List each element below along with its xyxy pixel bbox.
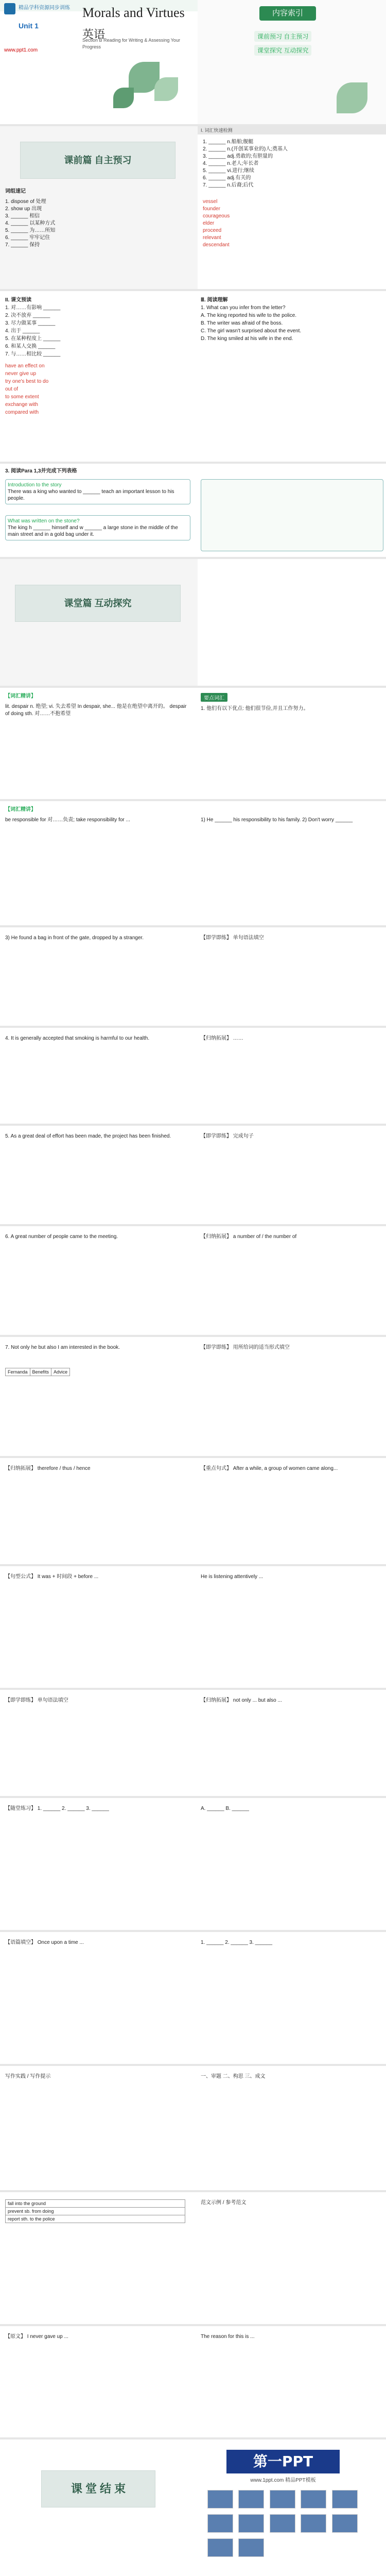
slide-content-10 xyxy=(0,1126,386,1226)
section-banner: 课堂篇 互动探究 xyxy=(15,585,181,622)
reading-right xyxy=(201,296,381,343)
answer-item: out of xyxy=(5,386,19,392)
answer-item: descendant xyxy=(203,242,230,248)
story-box xyxy=(5,479,190,504)
lesson-text: 3) He found a bag in front of the gate, dropped by a stranger. xyxy=(5,935,144,941)
thumbnail[interactable] xyxy=(238,2538,264,2557)
slide-content-12 xyxy=(0,1337,386,1458)
phrase-item: 2. show up 出现 xyxy=(5,206,42,212)
leaf-icon xyxy=(113,88,134,108)
ppt-subtitle: www.1ppt.com 精品PPT模板 xyxy=(250,2478,316,2483)
slide-preview-vocab xyxy=(0,126,386,291)
slide-end xyxy=(0,2439,386,2576)
lesson-text-right: A. ______ B. ______ xyxy=(201,1806,249,1811)
answer-item: compared with xyxy=(5,410,39,415)
preread-left xyxy=(5,296,190,416)
vocab-item: 3. ______ adj.勇敢的;有胆量的 xyxy=(203,154,273,159)
slide-content-15 xyxy=(0,1690,386,1798)
answer-item: courageous xyxy=(203,213,230,219)
answer-item: proceed xyxy=(203,228,222,233)
vocab-list xyxy=(203,139,383,189)
table-task-title: 3. 阅读Para 1,3并完成下列表格 xyxy=(5,468,77,474)
template-thumbs xyxy=(206,2488,376,2561)
slide-story-table xyxy=(0,464,386,559)
story-box-text: There was a king who wanted to ______ teach an important lesson to his people. xyxy=(8,489,174,501)
phrase-item: 5. ______ 为……所知 xyxy=(5,228,56,233)
slide-preread xyxy=(0,291,386,464)
thumbnail[interactable] xyxy=(238,2490,264,2509)
lesson-text: 写作实践 / 写作提示 xyxy=(5,2074,51,2079)
table-cell: Benefits xyxy=(30,1368,51,1376)
answer-item: try one's best to do xyxy=(5,379,49,384)
vocab-item: 5. ______ vi.进行;继续 xyxy=(203,168,255,174)
lesson-text-right: 【即学即练】 用所给词的适当形式填空 xyxy=(201,1345,290,1350)
story-box-title: What was written on the stone? xyxy=(8,518,80,524)
slide-content-16 xyxy=(0,1798,386,1932)
phrase-item: 7. ______ 保持 xyxy=(5,242,40,248)
slide-content-7 xyxy=(0,801,386,927)
table-cell: Fernanda xyxy=(6,1368,30,1376)
vocab-item: 7. ______ n.后裔;后代 xyxy=(203,182,254,188)
reading-item: A. The king reported his wife to the police. xyxy=(201,313,297,318)
answer-item: founder xyxy=(203,206,220,212)
index-title: 内容索引 xyxy=(259,6,316,21)
section-label: Section B Reading for Writing & Assessing Your Progress xyxy=(82,38,180,49)
preread-item: 1. 对……有影响 ______ xyxy=(5,305,61,311)
reading-item: C. The girl wasn't surprised about the event. xyxy=(201,328,302,334)
vocab-item: 2. ______ n.(开创某事业的)人;奠基人 xyxy=(203,146,288,152)
preread-item: 6. 和某人交换 ______ xyxy=(5,344,56,349)
answer-item: elder xyxy=(203,221,215,226)
ppt-logo: 第一PPT xyxy=(226,2450,340,2473)
lesson-text-right: 【即学即练】 单句语法填空 xyxy=(201,935,264,941)
index-menu xyxy=(254,28,311,59)
vocab-item: 6. ______ adj.有关的 xyxy=(203,175,251,181)
lesson-text-right: 【归纳拓展】 a number of / the number of xyxy=(201,1234,297,1240)
thumbnail[interactable] xyxy=(332,2514,358,2533)
lesson-text-right: 【重点句式】 After a while, a group of women came along... xyxy=(201,1466,338,1471)
vocab-item: 4. ______ n.老人;年长者 xyxy=(203,161,259,166)
thumbnail[interactable] xyxy=(332,2490,358,2509)
answer-item: exchange with xyxy=(5,402,38,408)
unit-label: Unit 1 xyxy=(19,22,39,30)
slide-content-11 xyxy=(0,1226,386,1337)
answer-item: to some extent xyxy=(5,394,39,400)
thumbnail[interactable] xyxy=(270,2490,295,2509)
lesson-text-right: The reason for this is ... xyxy=(201,2334,255,2340)
lesson-text: 【即学即练】 单句语法填空 xyxy=(5,1698,68,1703)
lesson-header: 【词汇精讲】 xyxy=(5,807,36,812)
lesson-text: be responsible for 对……负责; take responsibility for ... xyxy=(5,817,130,823)
lesson-text-right: 【归纳拓展】 not only ... but also ... xyxy=(201,1698,282,1703)
slide-content-18 xyxy=(0,2066,386,2192)
lesson-text: 4. It is generally accepted that smoking is harmful to our health. xyxy=(5,1036,150,1041)
lesson-text-right: 1. ______ 2. ______ 3. ______ xyxy=(201,1940,273,1945)
table-cell: Advice xyxy=(51,1368,70,1376)
thumbnail[interactable] xyxy=(270,2514,295,2533)
slide-content-6 xyxy=(0,688,386,801)
leaf-icon xyxy=(337,82,367,113)
lesson-text-right: 一、审题 二、构思 三、成文 xyxy=(201,2074,266,2079)
story-box-title: Introduction to the story xyxy=(8,482,62,488)
thumbnail[interactable] xyxy=(301,2490,326,2509)
lesson-text: 5. As a great deal of effort has been made, the project has been finished. xyxy=(5,1133,171,1139)
slide-content-9 xyxy=(0,1028,386,1126)
subject-label: 英语 xyxy=(82,28,106,41)
preread-item: 3. 尽力做某事 ______ xyxy=(5,320,56,326)
preread-item: 4. 出于 ______ xyxy=(5,328,40,334)
preread-item: 7. 与……相比较 ______ xyxy=(5,351,61,357)
story-box-text: The king h ______ himself and w ______ a large stone in the middle of the main street and in a gold bag under it. xyxy=(8,525,178,537)
phrase-item: 1. dispose of 处理 xyxy=(5,199,46,205)
lesson-text: 【随堂练习】 1. ______ 2. ______ 3. ______ xyxy=(5,1806,109,1811)
phrase-item: 4. ______ 以某种方式 xyxy=(5,221,56,226)
lesson-text: 【语篇填空】 Once upon a time ... xyxy=(5,1940,84,1945)
lesson-text: 【句型公式】 It was + 时间段 + before ... xyxy=(5,1574,99,1580)
reading-item: 1. What can you infer from the letter? xyxy=(201,305,286,311)
thumbnail[interactable] xyxy=(207,2538,233,2557)
index-panel xyxy=(198,0,386,126)
lesson-text: 【归纳拓展】 therefore / thus / hence xyxy=(5,1466,91,1471)
vocab-item: 1. ______ n.船舶;舰艇 xyxy=(203,139,254,145)
blank-panel xyxy=(198,559,386,688)
publisher-logo xyxy=(4,3,15,14)
info-table xyxy=(5,1368,70,1376)
phrase-table xyxy=(5,2199,185,2223)
slide-content-20 xyxy=(0,2326,386,2439)
slide-content-13 xyxy=(0,1458,386,1566)
lesson-text-right: 【归纳拓展】 …… xyxy=(201,1036,243,1041)
reading-item: D. The king smiled at his wife in the end. xyxy=(201,336,293,342)
publisher-name: 精品学科资源同步训练 xyxy=(19,5,70,11)
lesson-text-right: 范文示例 / 参考范文 xyxy=(201,2200,247,2206)
slide-content-8 xyxy=(0,927,386,1028)
lesson-text: 6. A great number of people came to the meeting. xyxy=(5,1234,118,1240)
vocab-header: I. 词汇快速检测 xyxy=(198,126,386,134)
menu-item-preview[interactable]: 课前预习 自主预习 xyxy=(254,31,311,42)
preread-item: 2. 决不放弃 ______ xyxy=(5,313,50,318)
table-cell: report sth. to the police xyxy=(6,2215,185,2223)
preread-header: II. 课文预读 xyxy=(5,297,32,303)
answer-item: relevant xyxy=(203,235,221,241)
reading-header: Ⅲ. 阅读理解 xyxy=(201,297,228,303)
answer-item: never give up xyxy=(5,371,37,377)
end-banner: 课 堂 结 束 xyxy=(41,2470,155,2507)
preread-item: 5. 在某种程度上 ______ xyxy=(5,336,61,342)
slide-content-17 xyxy=(0,1932,386,2066)
answer-item: have an effect on xyxy=(5,363,45,369)
story-box xyxy=(5,515,190,540)
lesson-text-right: 1. 他们有以下优点: 他们很节俭,并且工作努力。 xyxy=(201,706,309,711)
vocab-panel xyxy=(198,126,386,291)
lesson-title: Morals and Virtues xyxy=(82,5,185,20)
vocab-answers xyxy=(203,198,383,249)
story-box-right xyxy=(201,479,383,551)
thumbnail[interactable] xyxy=(207,2490,233,2509)
phrase-header: 词组速记 xyxy=(5,189,26,194)
leaf-icon xyxy=(154,77,178,101)
preread-answers xyxy=(5,362,190,416)
lesson-text-right: 1) He ______ his responsibility to his family. 2) Don't worry ______ xyxy=(201,817,353,823)
phrase-item: 6. ______ 牢牢记住 xyxy=(5,235,50,241)
slide-cover xyxy=(0,0,386,126)
answer-item: vessel xyxy=(203,199,218,205)
slide-explore-banner xyxy=(0,559,386,688)
reading-item: B. The writer was afraid of the boss. xyxy=(201,320,283,326)
menu-item-explore[interactable]: 课堂探究 互动探究 xyxy=(254,45,311,56)
lesson-text: 7. Not only he but also I am interested in the book. xyxy=(5,1345,120,1350)
source-url[interactable]: www.ppt1.com xyxy=(4,47,38,53)
lesson-text: 【原文】 I never gave up ... xyxy=(5,2334,68,2340)
table-cell: prevent sb. from doing xyxy=(6,2208,185,2215)
lesson-text-right: He is listening attentively ... xyxy=(201,1574,264,1580)
section-tag: 要点词汇 xyxy=(201,693,227,702)
thumbnail[interactable] xyxy=(207,2514,233,2533)
slide-content-19 xyxy=(0,2192,386,2326)
table-cell: fall into the ground xyxy=(6,2200,185,2208)
phrase-item: 3. ______ 相信 xyxy=(5,213,40,219)
thumbnail[interactable] xyxy=(238,2514,264,2533)
thumbnail[interactable] xyxy=(301,2514,326,2533)
phrase-list xyxy=(5,198,190,249)
lesson-text-right: 【即学即练】 完成句子 xyxy=(201,1133,254,1139)
lesson-text: lit. despair n. 绝望; vi. 失去希望 In despair, she... 他是在绝望中离开的。 despair of doing sth. 对……不抱希望 xyxy=(5,704,187,717)
slide-content-14 xyxy=(0,1566,386,1690)
section-banner: 课前篇 自主预习 xyxy=(20,142,176,179)
lesson-header: 【词汇精讲】 xyxy=(5,693,36,699)
